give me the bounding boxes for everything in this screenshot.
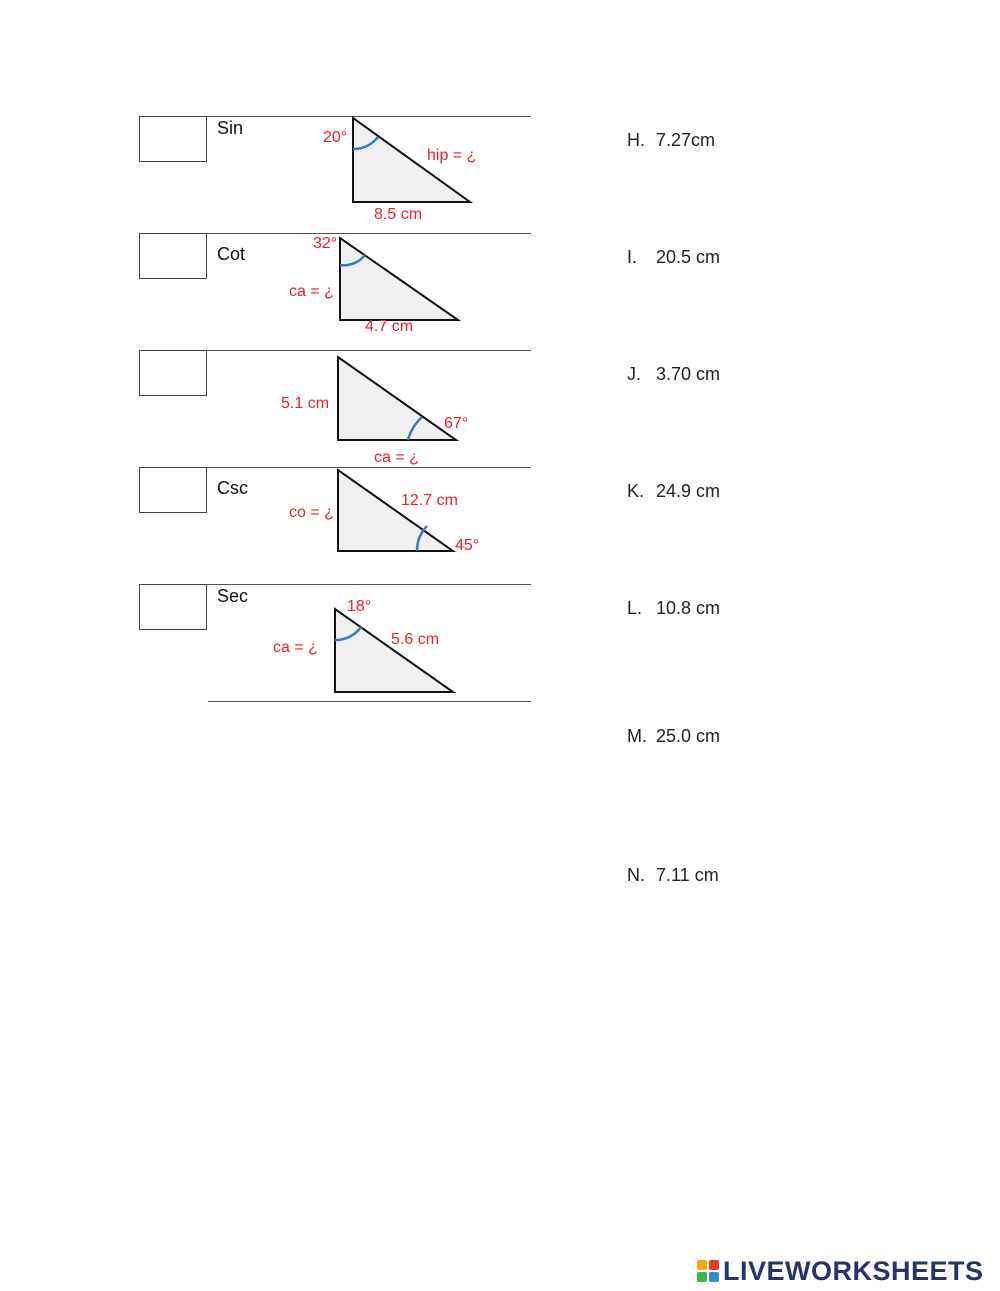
- option-item: [627, 865, 719, 886]
- hypotenuse-label: hip = ¿: [427, 147, 477, 164]
- base-label: 4.7 cm: [365, 318, 414, 335]
- adjacent-label: ca = ¿: [289, 283, 334, 300]
- triangle-diagram-2: [260, 228, 500, 348]
- angle-label: 18°: [347, 598, 372, 615]
- hypotenuse-label: 5.6 cm: [391, 631, 440, 648]
- option-item: [627, 364, 720, 385]
- option-item: [627, 247, 720, 268]
- option-value: 7.11 cm: [656, 865, 719, 885]
- option-letter: H.: [627, 130, 645, 150]
- triangle-diagram-4: [260, 462, 500, 582]
- function-label-2: Cot: [217, 244, 246, 264]
- logo-text: LIVEWORKSHEETS: [723, 1255, 984, 1286]
- answer-box-3[interactable]: [139, 350, 207, 396]
- answer-box-1[interactable]: [139, 116, 207, 162]
- option-letter: J.: [627, 364, 642, 384]
- angle-label: 45°: [455, 537, 480, 554]
- option-item: [627, 726, 720, 747]
- option-value: 10.8 cm: [656, 598, 721, 618]
- option-item: [627, 130, 715, 151]
- base-label: ca = ¿: [374, 449, 419, 466]
- answer-box-5[interactable]: [139, 584, 207, 630]
- logo-blocks-icon: [697, 1260, 719, 1282]
- answer-box-4[interactable]: [139, 467, 207, 513]
- hypotenuse-label: 12.7 cm: [401, 492, 458, 509]
- option-letter: I.: [627, 247, 638, 267]
- triangle-diagram-3: [260, 345, 500, 465]
- triangle-shape: [340, 238, 458, 320]
- option-letter: M.: [627, 726, 647, 746]
- option-letter: L.: [627, 598, 643, 618]
- option-item: [627, 598, 720, 619]
- option-value: 24.9 cm: [656, 481, 721, 501]
- triangle-diagram-1: [260, 110, 500, 230]
- option-letter: K.: [627, 481, 645, 501]
- answer-box-2[interactable]: [139, 233, 207, 279]
- opposite-label: 5.1 cm: [281, 395, 330, 412]
- option-value: 25.0 cm: [656, 726, 721, 746]
- option-value: 20.5 cm: [656, 247, 721, 267]
- option-item: [627, 481, 720, 502]
- triangle-shape: [338, 357, 456, 440]
- option-value: 3.70 cm: [656, 364, 721, 384]
- angle-label: 20°: [323, 129, 348, 146]
- function-label-1: Sin: [217, 118, 244, 138]
- function-label-5: Sec: [217, 586, 249, 606]
- triangle-diagram-5: [260, 595, 500, 715]
- option-letter: N.: [627, 865, 645, 885]
- adjacent-label: ca = ¿: [273, 639, 318, 656]
- function-label-4: Csc: [217, 478, 248, 498]
- base-label: 8.5 cm: [374, 206, 423, 223]
- liveworksheets-logo: [697, 1256, 984, 1286]
- angle-label: 32°: [313, 235, 338, 252]
- triangle-shape: [335, 609, 453, 692]
- opposite-label: co = ¿: [289, 504, 334, 521]
- angle-label: 67°: [444, 415, 469, 432]
- triangle-shape: [338, 470, 453, 551]
- option-value: 7.27cm: [656, 130, 716, 150]
